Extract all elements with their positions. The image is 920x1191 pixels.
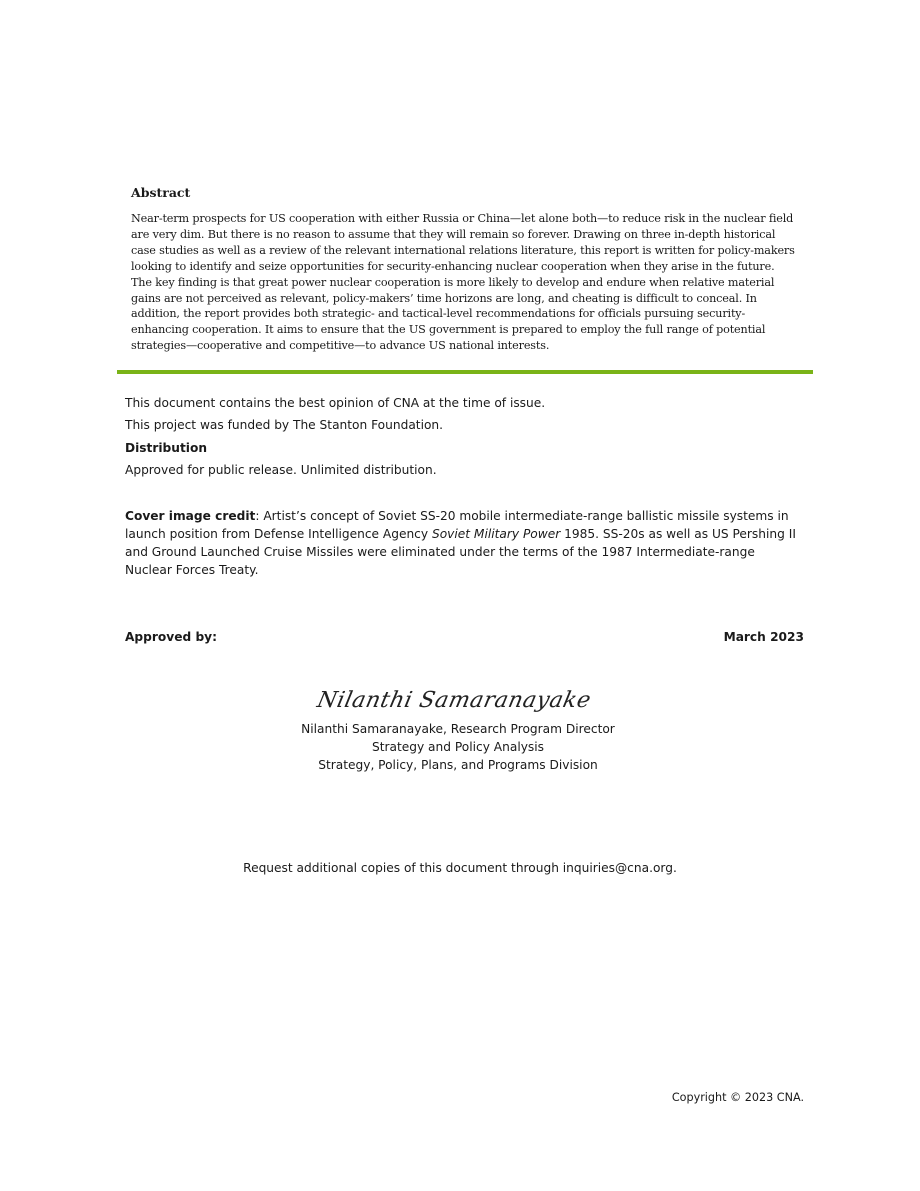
cover-credit-text-before: : Artist’s concept of Soviet SS-20 mobile intermediate-range ballistic missile systems in launch position from Defense Intelligence Agency [125, 509, 789, 541]
cover-image-credit [125, 507, 805, 579]
opinion-notice: This document contains the best opinion of CNA at the time of issue. [125, 396, 546, 410]
request-copies-notice: Request additional copies of this document through inquiries@cna.org. [243, 861, 677, 875]
approval-row [125, 628, 804, 646]
handwritten-signature: Nilanthi Samaranayake [314, 688, 594, 713]
signatory-unit: Strategy and Policy Analysis [371, 740, 545, 754]
cover-credit-text-after: 1985. SS-20s as well as US Pershing II and Ground Launched Cruise Missiles were eliminated under the terms of the 1987 Intermediate-range Nuclear Forces Treaty. [125, 527, 796, 577]
cover-credit-label: Cover image credit [125, 509, 256, 523]
issue-date: March 2023 [723, 630, 804, 644]
approved-by-label: Approved by: [125, 630, 217, 644]
signatory-block [0, 720, 916, 774]
abstract-heading: Abstract [131, 185, 191, 200]
distribution-heading: Distribution [125, 441, 208, 455]
distribution-text: Approved for public release. Unlimited distribution. [125, 463, 437, 477]
copyright-notice: Copyright © 2023 CNA. [671, 1091, 804, 1104]
abstract-section [131, 185, 795, 354]
green-divider [117, 370, 813, 374]
signatory-name-title: Nilanthi Samaranayake, Research Program Director [301, 722, 615, 736]
funding-notice: This project was funded by The Stanton Foundation. [125, 418, 444, 432]
cover-credit-publication: Soviet Military Power [431, 527, 561, 541]
abstract-body: Near-term prospects for US cooperation with either Russia or China—let alone both—to reduce risk in the nuclear field are very dim. But there is no reason to assume that they will remain so forever. Drawing on three in-depth historical case studies as well as a review of the relevant international relations literature, this report is written for policy-makers looking to identify and seize opportunities for security-enhancing nuclear cooperation when they arise in the future. The key finding is that great power nuclear cooperation is more likely to develop and endure when relative material gains are not perceived as relevant, policy-makers’ time horizons are long, and cheating is difficult to conceal. In addition, the report provides both strategic- and tactical-level recommendations for officials pursuing security-enhancing cooperation. It aims to ensure that the US government is prepared to employ the full range of potential strategies—cooperative and competitive—to advance US national interests. [131, 212, 795, 353]
signatory-division: Strategy, Policy, Plans, and Programs Division [318, 758, 598, 772]
